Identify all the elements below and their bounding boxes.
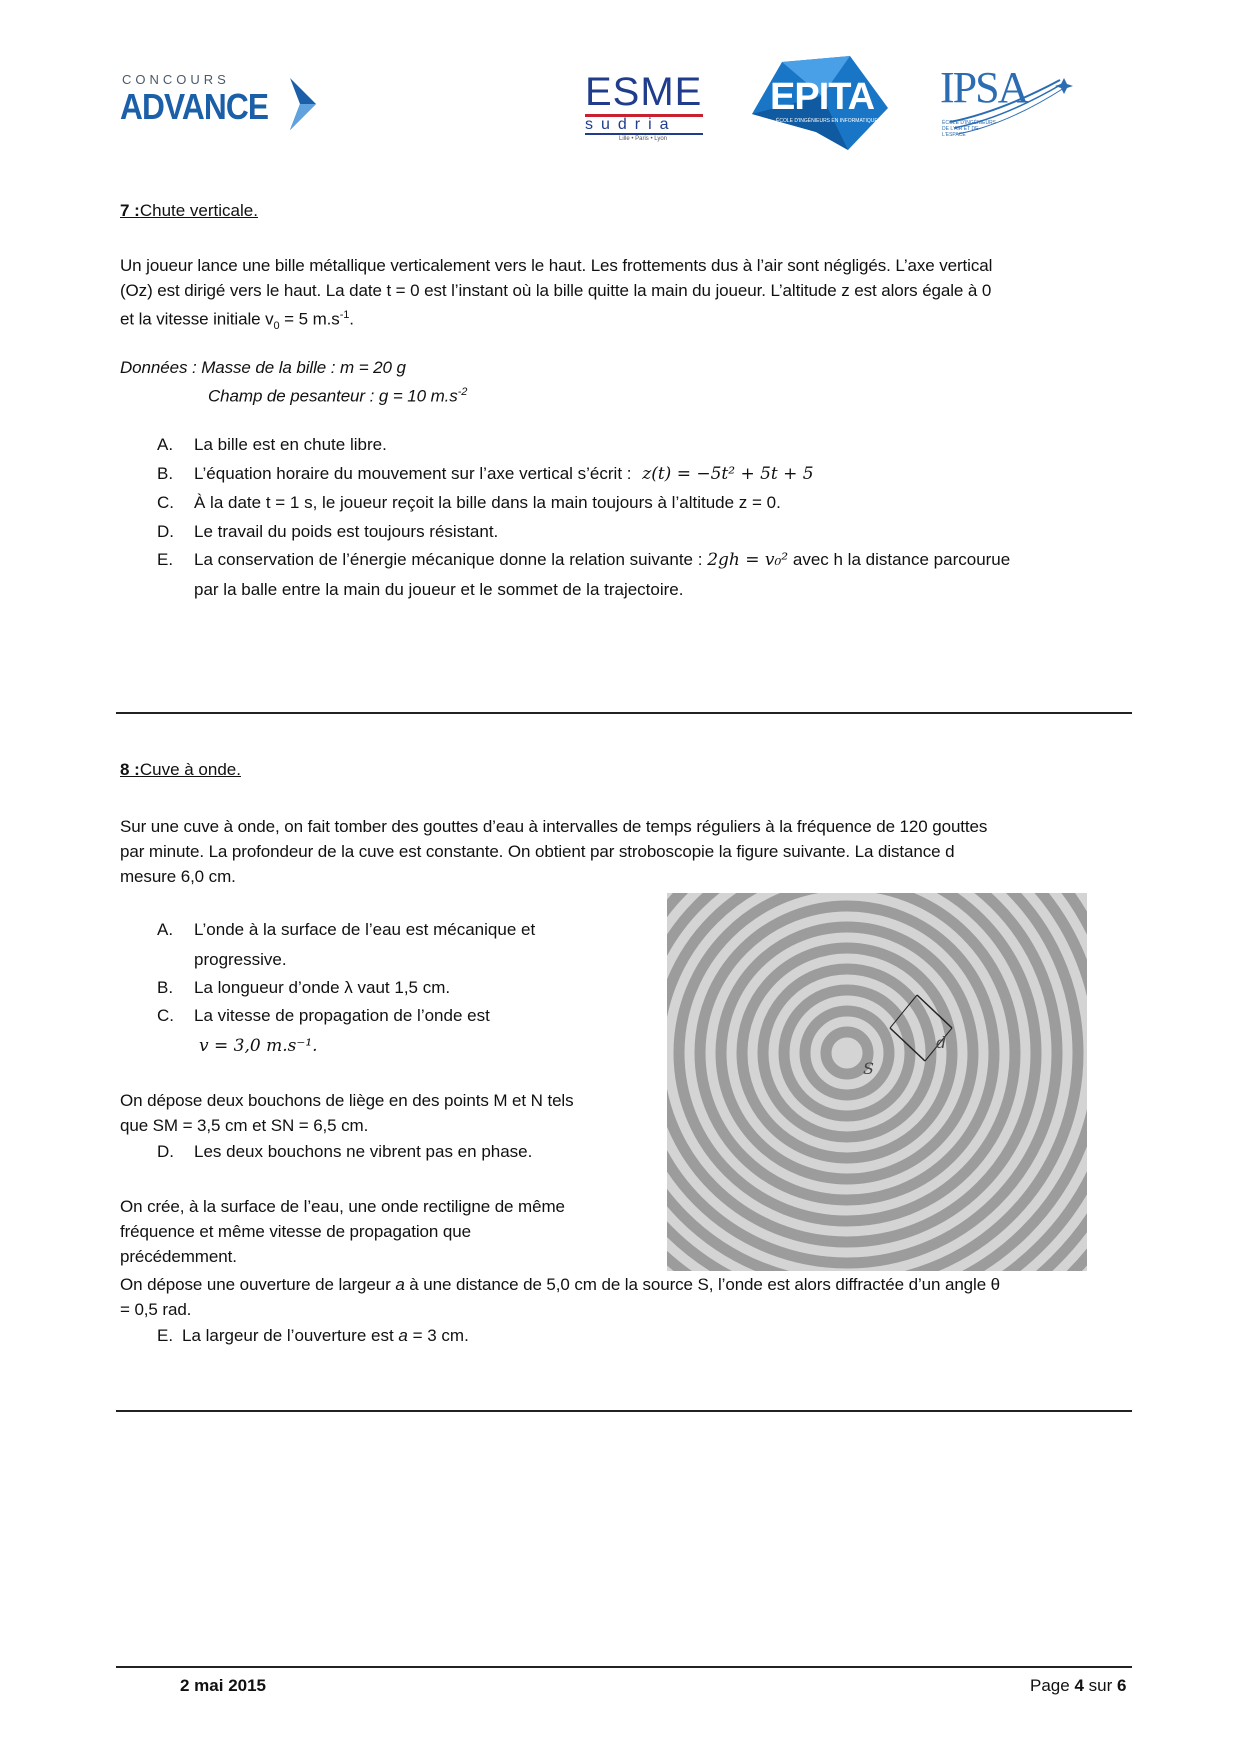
esme-sudria-logo xyxy=(585,70,705,146)
footer-rule xyxy=(116,1666,1132,1668)
q7-option-c-letter: C. xyxy=(157,493,174,512)
wave-rings-svg xyxy=(667,893,1087,1271)
concours-label: CONCOURS xyxy=(122,72,230,87)
q8-line-2: par minute. La profondeur de la cuve est constante. On obtient par stroboscopie la figure suivante. La distance d xyxy=(120,842,955,861)
ipsa-label: IPSA xyxy=(940,63,1028,112)
q8-ouv-var-a: a xyxy=(395,1275,405,1294)
q7-donnees-2-text: Champ de pesanteur : g = 10 m.s xyxy=(208,386,458,406)
q8-ouverture-paragraph xyxy=(120,1272,1130,1322)
q8-ouv-line-1-a: On dépose une ouverture de largeur xyxy=(120,1275,396,1294)
q7-option-c xyxy=(157,490,1117,515)
q7-option-e-letter: E. xyxy=(157,550,174,569)
footer-date: 2 mai 2015 xyxy=(180,1676,267,1695)
q8-option-e-text-b: = 3 cm. xyxy=(407,1326,469,1345)
q8-rect-line-1: On crée, à la surface de l’eau, une onde rectiligne de même xyxy=(120,1197,565,1216)
esme-label: ESME xyxy=(585,70,703,114)
q8-option-a xyxy=(157,917,657,972)
q7-line-3-c: . xyxy=(349,309,354,329)
q7-option-e-formula: 2gh = v₀² xyxy=(707,550,789,570)
concours-advance-logo xyxy=(120,72,320,134)
q7-line-3-b: = 5 m.s xyxy=(279,309,340,329)
q8-option-e-letter: E. xyxy=(157,1326,174,1345)
g-superscript: -2 xyxy=(457,386,468,398)
q8-rect-line-2: fréquence et même vitesse de propagation que xyxy=(120,1222,471,1241)
q8-option-c-line-1: La vitesse de propagation de l’onde est xyxy=(194,1006,490,1025)
q8-option-b xyxy=(157,975,657,1000)
advance-label: ADVANCE xyxy=(120,86,269,127)
q7-option-b-letter: B. xyxy=(157,464,174,483)
q8-rect-line-3: précédemment. xyxy=(120,1247,237,1266)
separator-2 xyxy=(116,1410,1132,1412)
q7-option-a-letter: A. xyxy=(157,435,174,454)
wave-tank-figure xyxy=(667,893,1087,1271)
v0-subscript: 0 xyxy=(273,320,280,333)
q7-option-b-body xyxy=(194,461,814,487)
footer-page-total: 6 xyxy=(1116,1676,1127,1695)
q8-option-b-letter: B. xyxy=(157,978,174,997)
q8-line-1: Sur une cuve à onde, on fait tomber des gouttes d’eau à intervalles de temps réguliers à la fréquence de 120 gouttes xyxy=(120,817,988,836)
q7-option-e-body xyxy=(194,547,1010,573)
advance-diamond-icon xyxy=(270,74,320,134)
q7-option-c-text: À la date t = 1 s, le joueur reçoit la bille dans la main toujours à l’altitude z = 0. xyxy=(194,493,781,512)
q7-donnees-2 xyxy=(208,380,467,409)
q8-option-a-line-2: progressive. xyxy=(194,950,287,969)
epita-logo xyxy=(752,56,888,150)
q8-option-d-text: Les deux bouchons ne vibrent pas en phase. xyxy=(194,1142,533,1161)
q8-option-c-letter: C. xyxy=(157,1006,174,1025)
q7-option-d xyxy=(157,519,1117,544)
q8-rectiligne-paragraph xyxy=(120,1194,640,1269)
footer-page-a: Page xyxy=(1030,1676,1075,1695)
q7-option-d-letter: D. xyxy=(157,522,174,541)
q8-option-c xyxy=(157,1003,657,1058)
q8-bouchons-paragraph xyxy=(120,1088,640,1138)
esme-cities-label: Lille • Paris • Lyon xyxy=(619,136,667,142)
q7-option-b-text: L’équation horaire du mouvement sur l’axe vertical s’écrit : xyxy=(194,464,632,483)
q7-option-b xyxy=(157,461,1117,486)
separator-1 xyxy=(116,712,1132,714)
q8-option-a-letter: A. xyxy=(157,920,174,939)
footer-page-b: sur xyxy=(1083,1676,1117,1695)
q8-paragraph xyxy=(120,814,1130,889)
q8-option-e xyxy=(157,1323,757,1348)
q7-option-e-text-2: avec h la distance parcourue xyxy=(792,550,1011,569)
q8-line-3: mesure 6,0 cm. xyxy=(120,867,236,886)
q8-title-text: Cuve à onde. xyxy=(139,760,241,779)
q7-number: 7 : xyxy=(120,201,140,220)
q7-option-e xyxy=(157,547,1117,602)
q8-option-a-line-1: L’onde à la surface de l’eau est mécanique et xyxy=(194,920,536,939)
q7-line-2: (Oz) est dirigé vers le haut. La date t = 0 est l’instant où la bille quitte la main du joueur. L’altitude z est alors égale à 0 xyxy=(120,281,992,300)
q7-title-text: Chute verticale. xyxy=(139,201,258,220)
q7-option-d-text: Le travail du poids est toujours résistant. xyxy=(194,522,499,541)
q8-ouv-line-1-b: à une distance de 5,0 cm de la source S, l’onde est alors diffractée d’un angle θ xyxy=(404,1275,1001,1294)
distance-label: d xyxy=(936,1033,947,1052)
q7-donnees-1: Données : Masse de la bille : m = 20 g xyxy=(120,358,406,377)
source-label: S xyxy=(863,1059,874,1078)
ipsa-logo xyxy=(940,62,1075,146)
epita-sub-label: ÉCOLE D'INGÉNIEURS EN INFORMATIQUE xyxy=(776,118,878,124)
q7-option-e-text-3: par la balle entre la main du joueur et le sommet de la trajectoire. xyxy=(194,580,684,599)
q8-ouv-line-2: = 0,5 rad. xyxy=(120,1300,192,1319)
q7-line-3-a: et la vitesse initiale v xyxy=(120,309,274,329)
q7-line-3 xyxy=(120,303,1130,339)
q8-option-d-letter: D. xyxy=(157,1142,174,1161)
q8-option-b-text: La longueur d’onde λ vaut 1,5 cm. xyxy=(194,978,451,997)
q8-option-e-var: a xyxy=(398,1326,408,1345)
q7-option-a-text: La bille est en chute libre. xyxy=(194,435,387,454)
q8-option-d xyxy=(157,1139,657,1164)
epita-label: EPITA xyxy=(770,76,875,118)
sudria-label: sudria xyxy=(585,114,703,135)
ipsa-sub-label: ÉCOLE D'INGÉNIEURS DE L'AIR ET DE L'ESPACE xyxy=(942,120,997,138)
q8-option-e-body xyxy=(182,1323,469,1348)
footer-page-num: 4 xyxy=(1074,1676,1084,1695)
q7-option-a xyxy=(157,432,1117,457)
footer-page xyxy=(1030,1676,1126,1696)
q7-option-e-text-1: La conservation de l’énergie mécanique donne la relation suivante : xyxy=(194,550,703,569)
q8-option-e-text-a: La largeur de l’ouverture est xyxy=(182,1326,399,1345)
q7-option-b-formula: z(t) = −5t² + 5t + 5 xyxy=(642,464,814,484)
q8-option-c-formula: v = 3,0 m.s⁻¹. xyxy=(199,1036,318,1056)
q7-line-1: Un joueur lance une bille métallique verticalement vers le haut. Les frottements dus à l’air sont négligés. L’axe vertical xyxy=(120,256,993,275)
q8-bouchons-line-2: que SM = 3,5 cm et SN = 6,5 cm. xyxy=(120,1116,369,1135)
q7-paragraph xyxy=(120,253,1130,339)
q8-title xyxy=(120,760,241,780)
q7-title xyxy=(120,201,258,221)
q8-bouchons-line-1: On dépose deux bouchons de liège en des points M et N tels xyxy=(120,1091,574,1110)
q8-ouv-line-1 xyxy=(120,1272,1130,1297)
ms-superscript: -1 xyxy=(339,309,350,321)
q8-number: 8 : xyxy=(120,760,140,779)
